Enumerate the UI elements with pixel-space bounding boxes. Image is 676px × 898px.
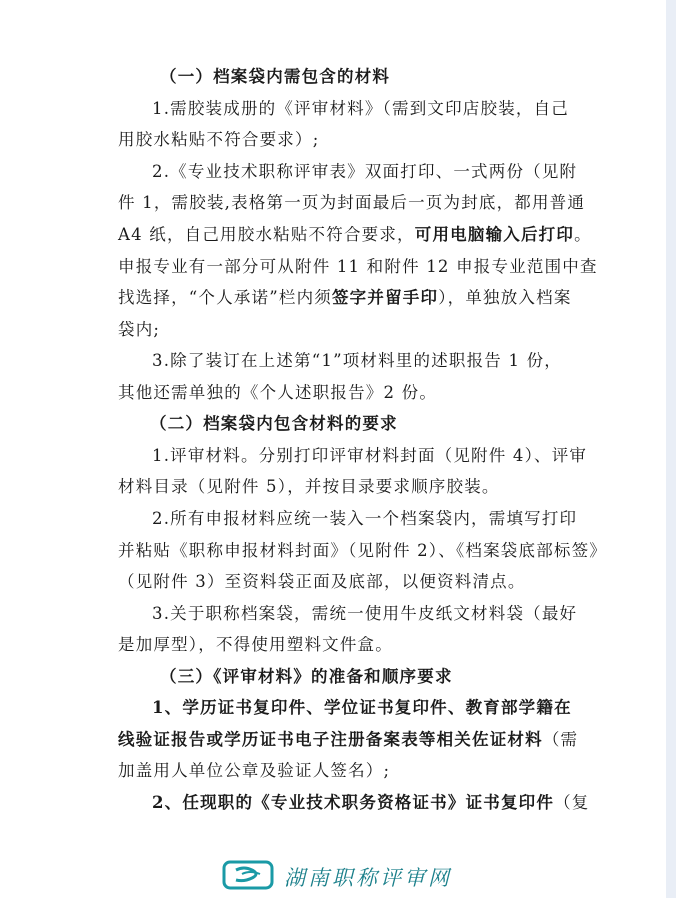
paragraph-line [118,220,592,250]
paragraph-line [118,756,390,786]
paragraph-line [118,725,578,755]
text-segment: ），单独放入档案 [438,288,572,307]
text-segment: （见附件 3）至资料袋正面及底部，以便资料清点。 [118,572,526,591]
paragraph-line [118,188,585,218]
paragraph-line [152,599,577,629]
paragraph-line [152,346,562,376]
bold-text-segment: 1、学历证书复印件、学位证书复印件、教育部学籍在 [152,698,572,717]
text-segment: 找选择，“个人承诺”栏内须 [118,288,332,307]
paragraph-line [118,252,598,282]
paragraph-line [118,315,160,345]
text-segment: 用胶水粘贴不符合要求）; [118,130,320,149]
text-segment: A4 纸，自己用胶水粘贴不符合要求， [118,225,415,244]
paragraph-line [118,536,607,566]
text-segment: 材料目录（见附件 5），并按目录要求顺序胶装。 [118,477,500,496]
text-segment: 3.除了装订在上述第“1”项材料里的述职报告 1 份， [152,351,562,370]
bold-text-segment: （三）《评审材料》的准备和顺序要求 [160,667,453,686]
paragraph-line [118,567,526,597]
paragraph-line [152,788,590,818]
paragraph-line [118,630,393,660]
bold-text-segment: 签字并留手印 [331,288,439,307]
text-segment: （需 [542,730,579,749]
bold-text-segment: （一）档案袋内需包含的材料 [160,67,391,86]
text-segment: 并粘贴《职称申报材料封面》（见附件 2）、《档案袋底部标签》 [118,541,607,560]
text-segment: 1.评审材料。分别打印评审材料封面（见附件 4）、评审 [152,446,588,465]
text-segment: 申报专业有一部分可从附件 11 和附件 12 申报专业范围中查 [118,257,598,276]
paragraph-line [118,472,500,502]
text-segment: 1.需胶装成册的《评审材料》（需到文印店胶装，自己 [152,99,569,118]
text-segment: 其他还需单独的《个人述职报告》2 份。 [118,383,438,402]
paragraph-line [152,441,587,471]
bold-text-segment: 线验证报告或学历证书电子注册备案表等相关佐证材料 [118,730,543,749]
text-segment: （复 [554,793,590,812]
section-heading-2 [150,409,398,439]
section-heading-3 [160,662,453,692]
text-segment: 加盖用人单位公章及验证人签名）; [118,761,391,780]
paragraph-line [152,504,577,534]
text-segment: 2.《专业技术职称评审表》双面打印、一式两份（见附 [152,162,578,181]
site-brand-text: 湖南职称评审网 [284,866,452,890]
bold-text-segment: 可用电脑输入后打印 [414,225,575,244]
right-scrollbar-track [666,0,676,898]
text-segment: 。 [574,225,592,244]
text-segment: 件 1，需胶装,表格第一页为封面最后一页为封底，都用普通 [118,193,586,212]
watermark-footer [222,858,482,892]
paragraph-line [152,94,569,124]
paragraph-line [118,283,572,313]
text-segment: 2.所有申报材料应统一装入一个档案袋内，需填写打印 [152,509,578,528]
text-segment: 3.关于职称档案袋，需统一使用牛皮纸文材料袋（最好 [152,604,578,623]
bold-text-segment: （二）档案袋内包含材料的要求 [150,414,398,433]
paragraph-line [152,157,577,187]
paragraph-line [118,378,437,408]
text-segment: 袋内; [118,320,161,339]
bold-text-segment: 2、任现职的《专业技术职务资格证书》证书复印件 [152,793,555,812]
section-heading-1 [160,62,390,92]
paragraph-line [118,125,319,155]
paragraph-line [152,693,572,723]
hn-logo-icon [222,860,274,890]
text-segment: 是加厚型），不得使用塑料文件盒。 [118,635,393,654]
